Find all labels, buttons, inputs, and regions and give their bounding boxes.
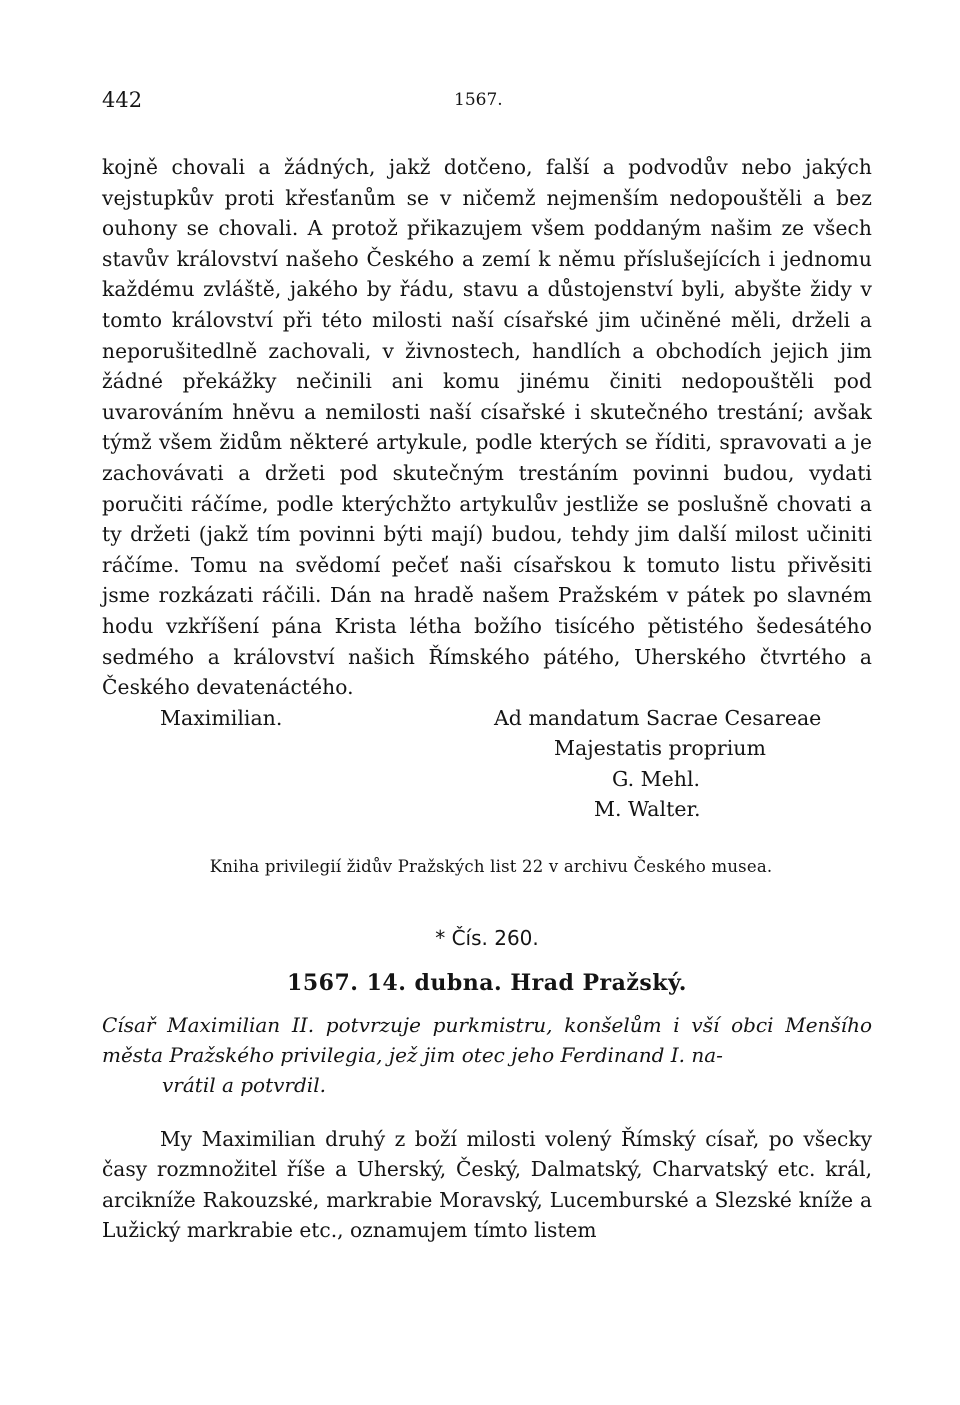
chancery-line: G. Mehl.	[612, 766, 701, 791]
running-header-year: 1567.	[454, 90, 503, 110]
body-paragraph: kojně chovali a žádných, jakž dotčeno, falší a podvodův nebo jakých vejstupkův proti křesťanům se v ničemž nejmenším nedopouštěli a bez ouhony se chovali. A protož přikazujem všem poddaným našim ze všech stavův království našeho Českého a zemí k němu příslušejících i jednomu každému zvláště, jakého by řádu, stavu a důstojenství byli, abyšte židy v tomto království při této milosti naší císařské jim učiněné měli, drželi a neporušitedlně zachovali, v živnostech, handlích a obchodích jejich jim žádné překážky nečinili ani komu jinému činiti nedopouštěli pod uvarováním hněvu a nemilosti naší císařské i skutečného trestání; avšak týmž všem židům některé artykule, podle kterých se říditi, spravovati a je zachovávati a držeti pod skutečným trestáním povinni budou, vydati poručiti ráčíme, podle kterýchžto artykulův jestliže se poslušně chovati a ty držeti (jakž tím povinni býti mají) budou, tehdy jim další milost učiniti ráčíme. Tomu na svědomí pečeť naši císařskou k tomuto listu přivěsiti jsme rozkázati ráčili. Dán na hradě našem Pražském v pátek po slavném hodu vzkříšení pána Krista létha božího tisícého pětistého šedesátého sedmého a království našich Římského pátého, Uherského čtvrtého a Českého devatenáctého.	[102, 155, 872, 700]
document-number: * Čís. 260.	[435, 925, 539, 950]
page-header	[102, 88, 872, 116]
document-heading: 1567. 14. dubna. Hrad Pražský.	[287, 969, 687, 996]
charter-text: My Maximilian druhý z boží milosti volený Římský císař, po všecky časy rozmnožitel říše a Uherský, Český, Dalmatský, Charvatský etc. král, arcikníže Rakouzské, markrabie Moravský, Lucemburské a Slezské kníže a Lužický markrabie etc., oznamujem tímto listem	[102, 1126, 872, 1242]
page-number: 442	[102, 88, 143, 112]
signature-emperor: Maximilian.	[160, 705, 283, 730]
regest-last-line: vrátil a potvrdil.	[162, 1072, 326, 1097]
signature-block	[102, 703, 872, 857]
chancery-line: M. Walter.	[594, 797, 701, 822]
document-regest	[102, 1010, 872, 1100]
document-page	[102, 88, 872, 1245]
chancery-line: Ad mandatum Sacrae Cesareae	[494, 705, 822, 730]
chancery-line: Majestatis proprium	[554, 736, 766, 761]
source-note: Kniha privilegií židův Pražských list 22 v archivu Českého musea.	[209, 856, 773, 876]
continuation-paragraph	[102, 152, 872, 703]
regest-main: Císař Maximilian II. potvrzuje purkmistru, konšelům i vší obci Menšího města Pražského privilegia, jež jim otec jeho Ferdinand I. na-	[102, 1012, 872, 1067]
signature-chancery	[494, 703, 834, 825]
